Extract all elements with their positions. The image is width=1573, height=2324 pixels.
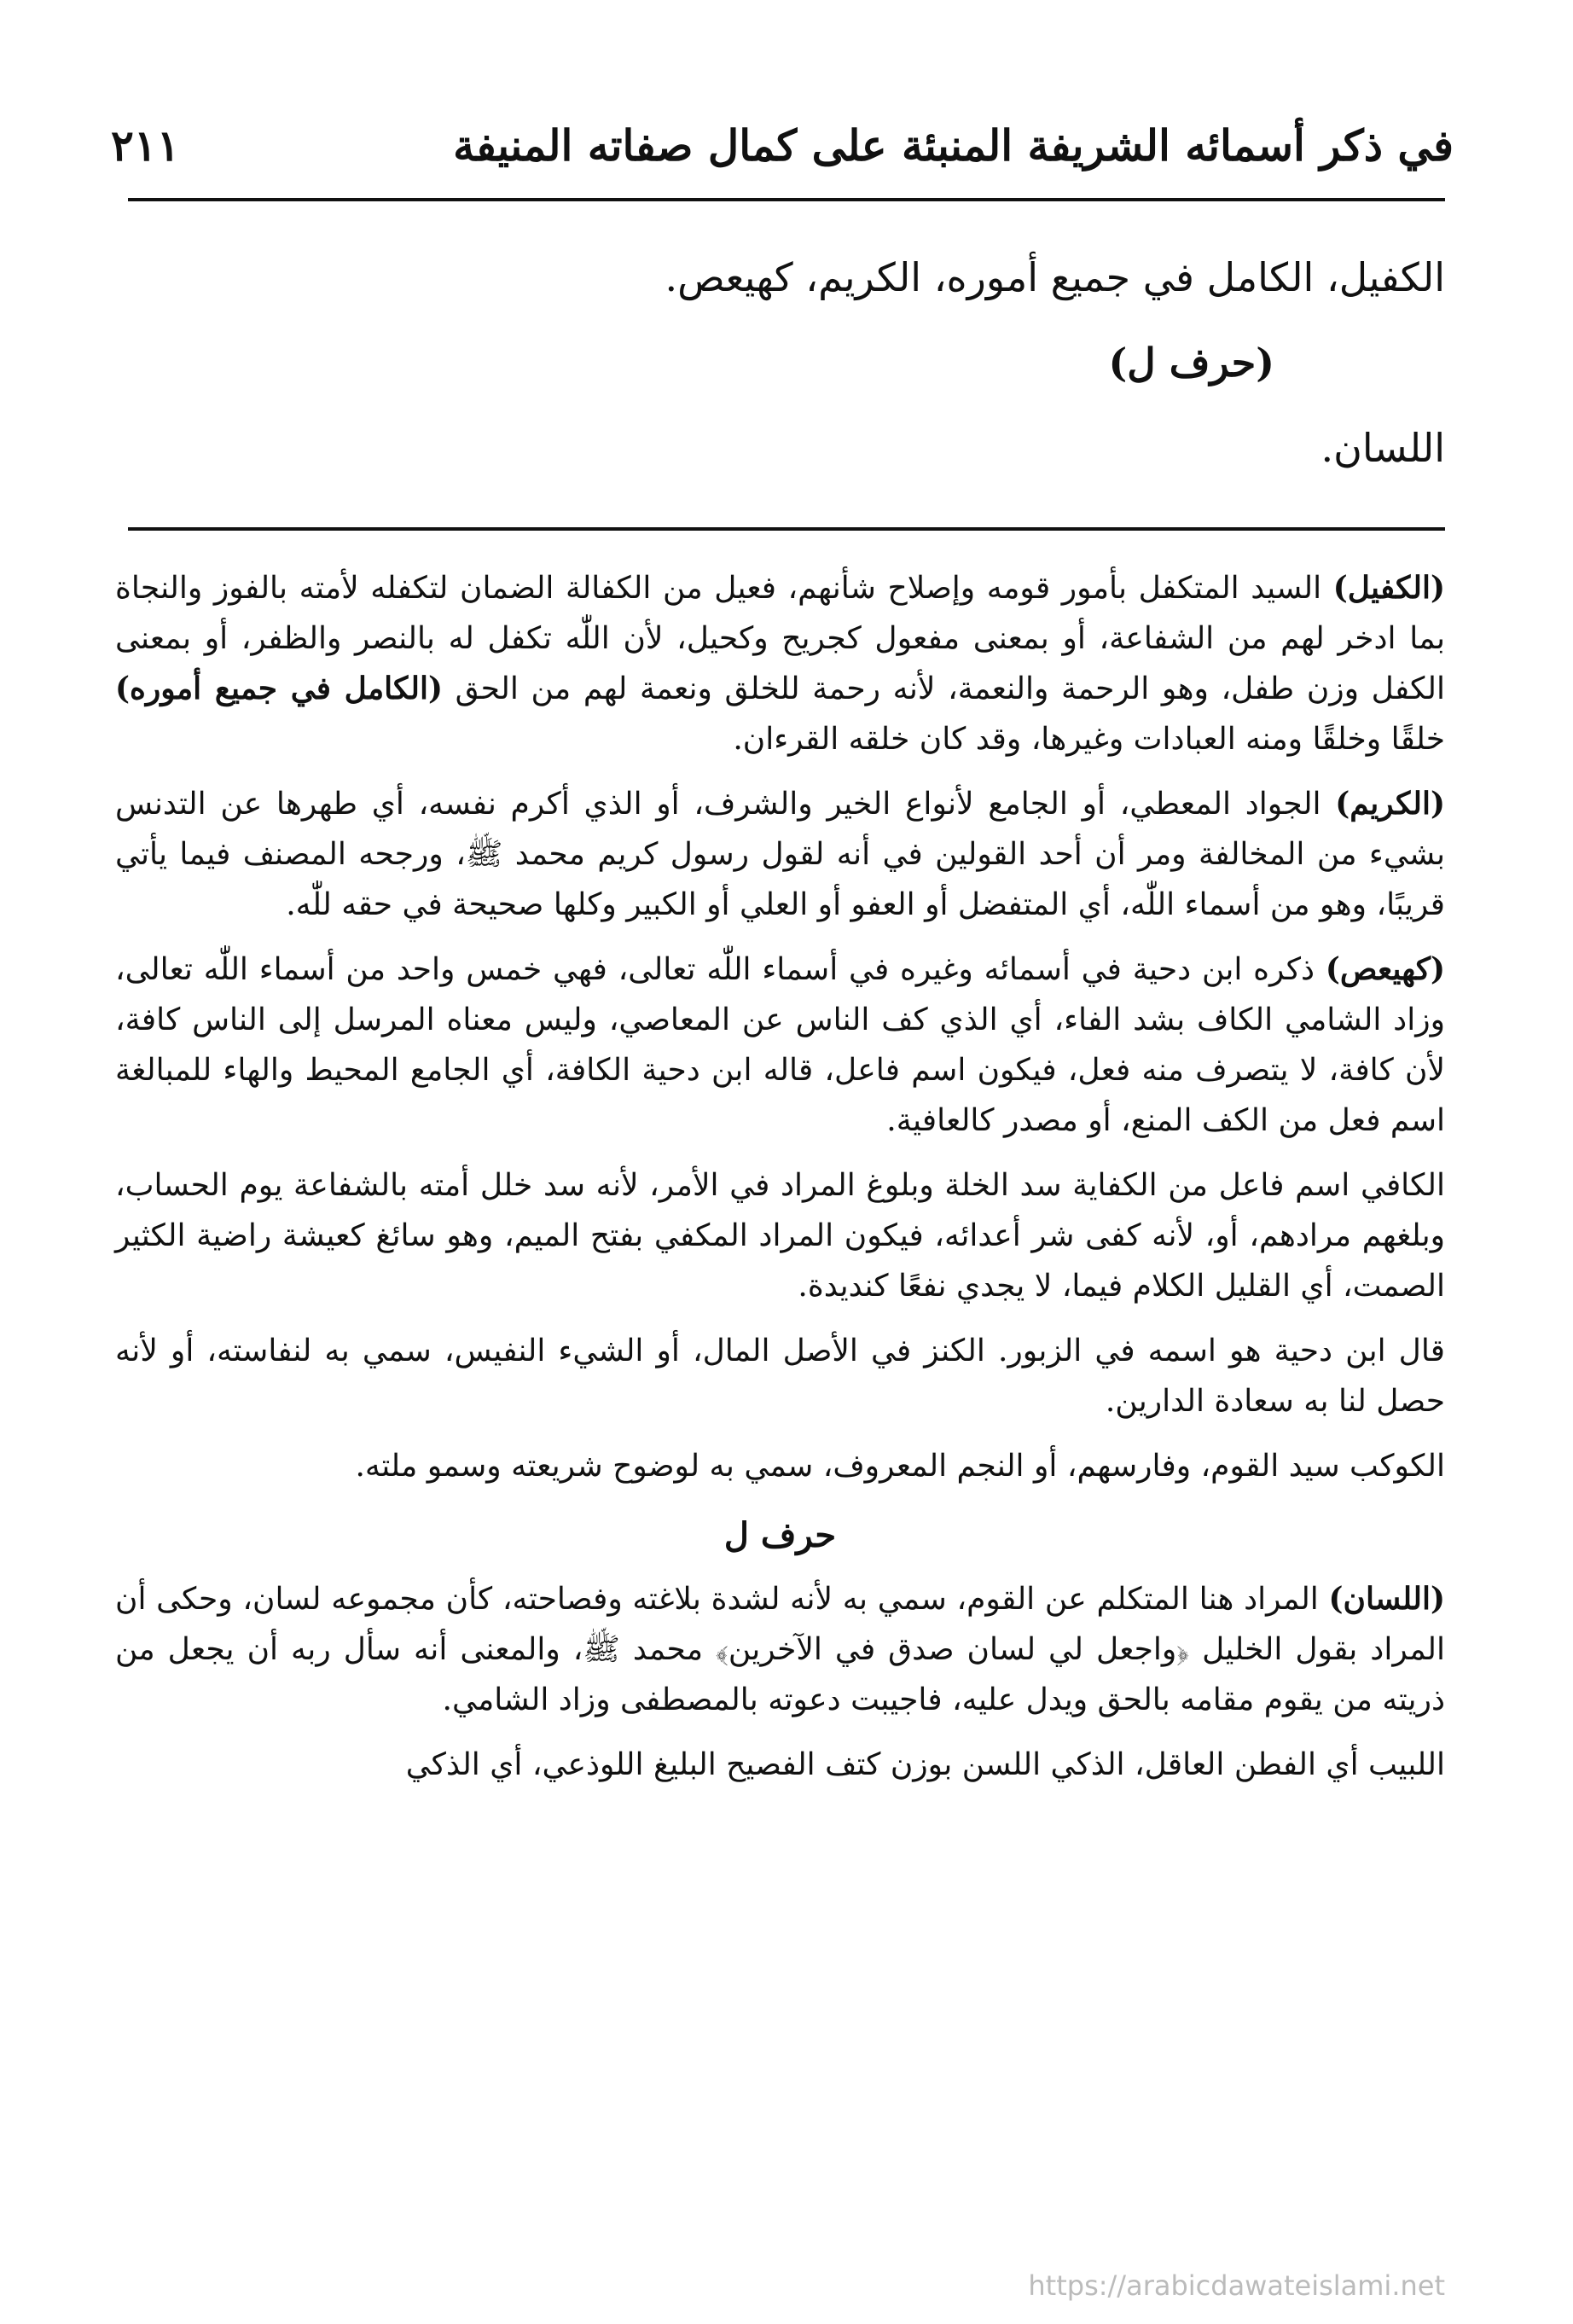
term-heading: (الكفيل) (1332, 570, 1445, 606)
section-heading: حرف ل (723, 1515, 837, 1555)
page-number: ٢١١ (111, 119, 180, 171)
watermark-url: https://arabicdawateislami.net (1028, 2269, 1445, 2302)
term-heading: (اللسان) (1328, 1581, 1445, 1617)
matn-line: اللسان. (1321, 425, 1445, 471)
main-text (128, 235, 1445, 491)
commentary-paragraph: (الكريم) الجواد المعطي، أو الجامع لأنواع الخير والشرف، أو الذي أكرم نفسه، أي طهرها عن التدنس بشيء من المخالفة ومر أن أحد القولين في أنه لقول رسول كريم محمد ﷺ، ورجحه المصنف فيما يأتي قريبًا، وهو من أسماء اللّٰه، أي المتفضل أو العفو أو العلي أو الكبير وكلها صحيحة في حقه للّٰه. (115, 786, 1445, 922)
term-heading: (الكريم) (1335, 786, 1445, 822)
term-heading: (الكامل في جميع أموره) (115, 671, 444, 706)
header-divider (128, 198, 1445, 201)
commentary-paragraph: (الكفيل) السيد المتكفل بأمور قومه وإصلاح شأنهم، فعيل من الكفالة الضمان لتكفله لأمته بالفوز والنجاة بما ادخر لهم من الشفاعة، أو بمعنى مفعول كجريح وكحيل، لأن اللّٰه تكفل له بالنصر والظفر، أو بمعنى الكفل وزن طفل، وهو الرحمة والنعمة، لأنه رحمة للخلق ونعمة لهم من الحق (الكامل في جميع أموره) خلقًا وخلقًا ومنه العبادات وغيرها، وقد كان خلقه القرءان. (115, 570, 1445, 757)
running-title: في ذكر أسمائه الشريفة المنبئة على كمال صفاته المنيفة (453, 119, 1454, 171)
matn-line: الكفيل، الكامل في جميع أموره، الكريم، كهيعص. (665, 254, 1445, 300)
commentary-paragraph: قال ابن دحية هو اسمه في الزبور. الكنز في الأصل المال، أو الشيء النفيس، سمي به لنفاسته، أو لأنه حصل لنا به سعادة الدارين. (115, 1333, 1445, 1419)
text-commentary-divider (128, 527, 1445, 531)
commentary-paragraph: (كهيعص) ذكره ابن دحية في أسمائه وغيره في أسماء اللّٰه تعالى، فهي خمس واحد من أسماء اللّٰه تعالى، وزاد الشامي الكاف بشد الفاء، أي الذي كف الناس عن المعاصي، وليس معناه المرسل إلى الناس كافة، لأن كافة، لا يتصرف منه فعل، فيكون اسم فاعل، قاله ابن دحية الكافة، أي الجامع المحيط والهاء للمبالغة اسم فعل من الكف المنع، أو مصدر كالعافية. (115, 951, 1445, 1138)
page-header (111, 102, 1454, 188)
commentary-paragraph: (اللسان) المراد هنا المتكلم عن القوم، سمي به لأنه لشدة بلاغته وفصاحته، كأن مجموعه لسان، وحكى أن المراد بقول الخليل ﴿واجعل لي لسان صدق في الآخرين﴾ محمد ﷺ، والمعنى أنه سأل ربه أن يجعل من ذريته من يقوم مقامه بالحق ويدل عليه، فاجيبت دعوته بالمصطفى وزاد الشامي. (115, 1581, 1445, 1717)
term-heading: (كهيعص) (1325, 951, 1445, 987)
matn-section-heading: (حرف ل) (1108, 340, 1274, 386)
commentary-paragraph: الكافي اسم فاعل من الكفاية سد الخلة وبلوغ المراد في الأمر، لأنه سد خلل أمته بالشفاعة يوم الحساب، وبلغهم مرادهم، أو، لأنه كفى شر أعدائه، فيكون المراد المكفي بفتح الميم، وهو سائغ كعيشة راضية الكثير الصمت، أي القليل الكلام فيما، لا يجدي نفعًا كنديدة. (115, 1168, 1445, 1304)
commentary (115, 563, 1445, 1804)
commentary-paragraph: الكوكب سيد القوم، وفارسهم، أو النجم المعروف، سمي به لوضوح شريعته وسمو ملته. (355, 1449, 1445, 1484)
commentary-paragraph: اللبيب أي الفطن العاقل، الذكي اللسن بوزن كتف الفصيح البليغ اللوذعي، أي الذكي (405, 1747, 1445, 1782)
